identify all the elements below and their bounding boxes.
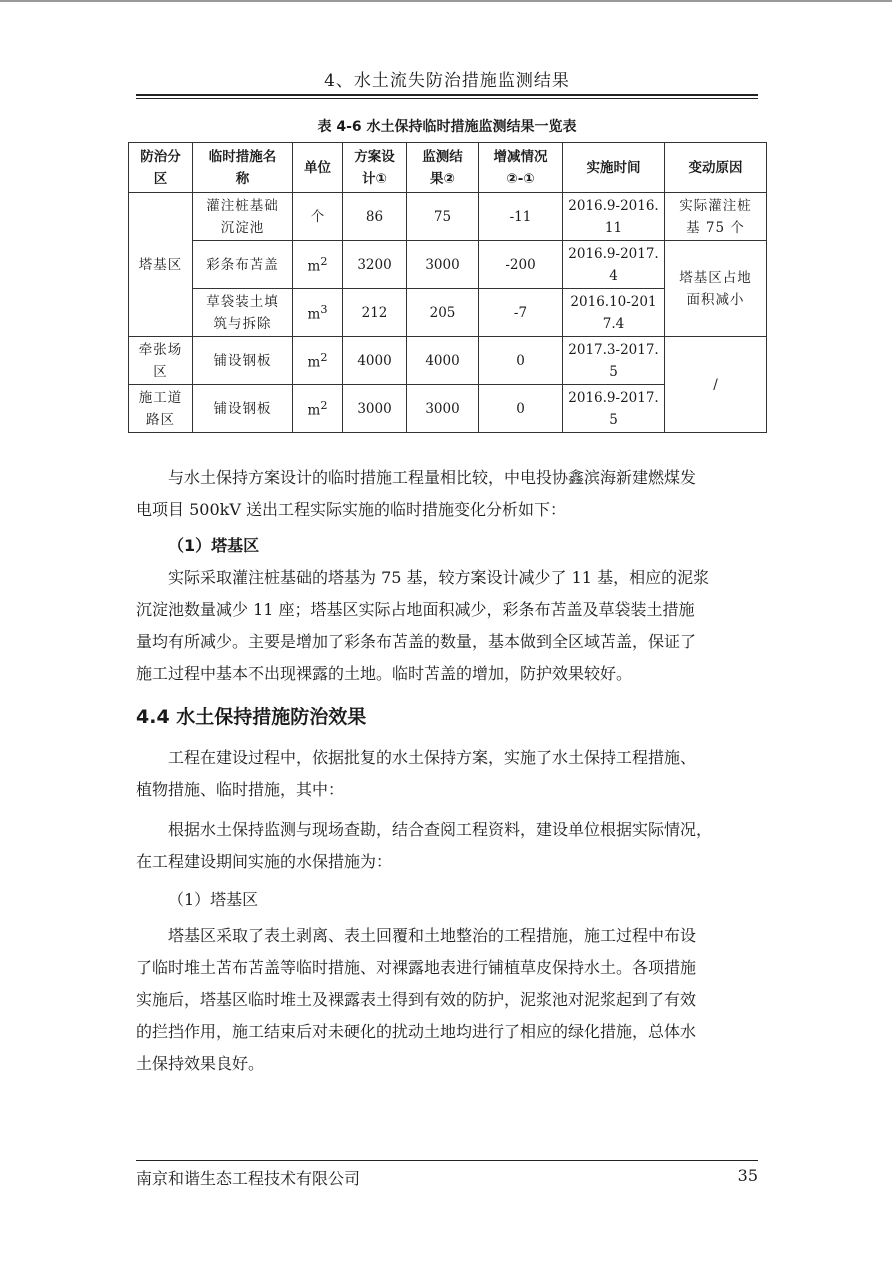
- paragraph-comparison: 与水土保持方案设计的临时措施工程量相比较，中电投协鑫滨海新建燃煤发 电项目 500kV 送出工程实际实施的临时措施变化分析如下：: [136, 468, 697, 519]
- unit-cell: $m^2$: [293, 385, 343, 433]
- paragraph-tower-measures: 塔基区采取了表土剥离、表土回覆和土地整治的工程措施，施工过程中布设 了临时堆土苫布苫盖等临时措施、对裸露地表进行铺植草皮保持水土。各项措施 实施后，塔基区临时堆土及裸露表土得到有效的防护，泥浆池对泥浆起到了有效 的拦挡作用，施工结束后对未硬化的扰动土地均进行了相应的绿化措施，总体水 土保持效果良好。: [136, 926, 697, 1073]
- table-row: [129, 193, 767, 241]
- table-row: [129, 241, 767, 289]
- footer-rule: [136, 1160, 758, 1161]
- design-cell: 4000: [343, 337, 407, 385]
- unit-cell: $m^3$: [293, 289, 343, 337]
- monitor-cell: 75: [407, 193, 479, 241]
- col-header-change: 增减情况 ②-①: [479, 143, 563, 193]
- section-title: 4.4 水土保持措施防治效果: [136, 706, 367, 728]
- design-cell: 3200: [343, 241, 407, 289]
- col-header-measure: 临时措施名 称: [193, 143, 293, 193]
- design-cell: 86: [343, 193, 407, 241]
- paragraph-monitoring: 根据水土保持监测与现场查勘，结合查阅工程资料，建设单位根据实际情况， 在工程建设期间实施的水保措施为：: [136, 820, 713, 871]
- unit-cell: $m^2$: [293, 337, 343, 385]
- page-number: 35: [737, 1166, 758, 1185]
- monitor-cell: 3000: [407, 385, 479, 433]
- measure-cell: 铺设钢板: [193, 385, 293, 433]
- page-top-border: [0, 0, 892, 2]
- reason-cell: 实际灌注桩 基 75 个: [665, 193, 767, 241]
- design-cell: 212: [343, 289, 407, 337]
- change-cell: -7: [479, 289, 563, 337]
- period-cell: 2017.3-2017. 5: [563, 337, 665, 385]
- paragraph-tower-analysis: 实际采取灌注桩基础的塔基为 75 基，较方案设计减少了 11 基，相应的泥浆 沉淀池数量减少 11 座；塔基区实际占地面积减少，彩条布苫盖及草袋装土措施 量均有所减少。主要是增加了彩条布苫盖的数量，基本做到全区域苫盖，保证了 施工过程中基本不出现裸露的土地。临时苫盖的增加，防护效果较好。: [136, 568, 710, 683]
- header-rule-thin: [136, 98, 758, 99]
- paragraph-construction: 工程在建设过程中，依据批复的水土保持方案，实施了水土保持工程措施、 植物措施、临时措施，其中：: [136, 748, 697, 799]
- monitor-cell: 205: [407, 289, 479, 337]
- change-cell: -200: [479, 241, 563, 289]
- period-cell: 2016.9-2017. 4: [563, 241, 665, 289]
- subheading-tower-zone: （1）塔基区: [168, 536, 260, 555]
- footer-company: 南京和谐生态工程技术有限公司: [136, 1169, 361, 1188]
- col-header-zone: 防治分 区: [129, 143, 193, 193]
- period-cell: 2016.10-201 7.4: [563, 289, 665, 337]
- unit-cell: 个: [293, 193, 343, 241]
- table-caption: 表 4-6 水土保持临时措施监测结果一览表: [317, 119, 577, 135]
- measure-cell: 彩条布苫盖: [193, 241, 293, 289]
- col-header-monitor: 监测结 果②: [407, 143, 479, 193]
- reason-cell: 塔基区占地 面积减小: [665, 241, 767, 337]
- measure-cell: 灌注桩基础 沉淀池: [193, 193, 293, 241]
- subheading-tower-zone-2: （1）塔基区: [168, 890, 259, 909]
- measure-cell: 铺设钢板: [193, 337, 293, 385]
- zone-cell-tower: 塔基区: [129, 193, 193, 337]
- monitor-cell: 4000: [407, 337, 479, 385]
- col-header-reason: 变动原因: [665, 143, 767, 193]
- change-cell: 0: [479, 337, 563, 385]
- col-header-unit: 单位: [293, 143, 343, 193]
- measure-cell: 草袋装土填 筑与拆除: [193, 289, 293, 337]
- unit-cell: $m^2$: [293, 241, 343, 289]
- zone-cell-pull: 牵张场 区: [129, 337, 193, 385]
- col-header-period: 实施时间: [563, 143, 665, 193]
- running-header: 4、水土流失防治措施监测结果: [324, 71, 570, 91]
- period-cell: 2016.9-2017. 5: [563, 385, 665, 433]
- change-cell: 0: [479, 385, 563, 433]
- period-cell: 2016.9-2016. 11: [563, 193, 665, 241]
- zone-cell-road: 施工道 路区: [129, 385, 193, 433]
- temporary-measures-table: [128, 142, 767, 433]
- design-cell: 3000: [343, 385, 407, 433]
- col-header-design: 方案设 计①: [343, 143, 407, 193]
- table-row: [129, 337, 767, 385]
- monitor-cell: 3000: [407, 241, 479, 289]
- table-header-row: [129, 143, 767, 193]
- change-cell: -11: [479, 193, 563, 241]
- header-rule-thick: [136, 94, 758, 96]
- reason-cell: /: [665, 337, 767, 433]
